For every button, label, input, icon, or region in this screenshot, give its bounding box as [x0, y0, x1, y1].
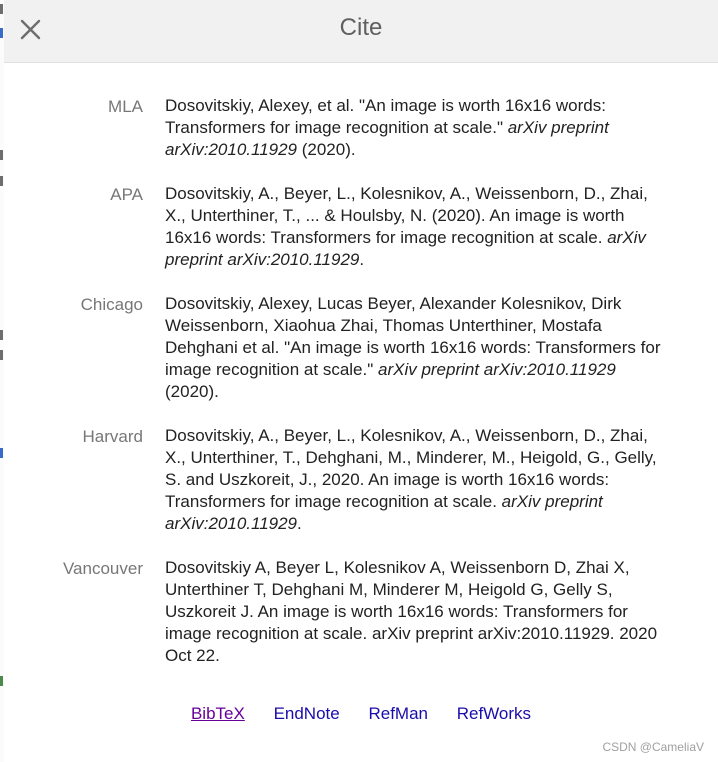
citation-style-label: Chicago	[80, 295, 143, 314]
refworks-link[interactable]: RefWorks	[456, 704, 532, 723]
citation-journal: arXiv preprint arXiv:2010.11929	[377, 360, 616, 379]
citation-style-label: Vancouver	[62, 559, 143, 578]
citation-journal: arXiv preprint arXiv:2010.11929	[165, 228, 646, 269]
citation-style-label: Harvard	[82, 427, 143, 446]
citation-row-apa	[4, 183, 718, 271]
citation-journal: arXiv preprint arXiv:2010.11929	[165, 118, 609, 159]
citation-style-label: APA	[110, 185, 143, 204]
citation-style-label: MLA	[108, 97, 143, 116]
dialog-title: Cite	[339, 14, 383, 41]
watermark: CSDN @CameliaV	[602, 740, 704, 754]
export-links	[4, 704, 718, 724]
citation-text[interactable]: Dosovitskiy, A., Beyer, L., Kolesnikov, A., Weissenborn, D., Zhai, X., Unterthiner, T., Dehghani, M., Minderer, M., Heigold, G., Gelly, S. and Uszkoreit, J., 2020. An image is worth 16x16 words: Transformers for image recognition at scale. arXiv preprint arXiv:2010.11929.	[165, 426, 657, 533]
citation-row-vancouver	[4, 557, 718, 667]
citation-journal: arXiv preprint arXiv:2010.11929	[165, 492, 603, 533]
citation-list	[4, 95, 718, 689]
endnote-link[interactable]: EndNote	[273, 704, 340, 723]
refman-link[interactable]: RefMan	[368, 704, 428, 723]
bibtex-link[interactable]: BibTeX	[190, 704, 245, 723]
citation-text[interactable]: Dosovitskiy, Alexey, Lucas Beyer, Alexander Kolesnikov, Dirk Weissenborn, Xiaohua Zhai, Thomas Unterthiner, Mostafa Dehghani et al. "An image is worth 16x16 words: Transformers for image recognition at scale." arXiv preprint arXiv:2010.11929 (2020).	[165, 294, 661, 401]
citation-text[interactable]: Dosovitskiy, A., Beyer, L., Kolesnikov, A., Weissenborn, D., Zhai, X., Unterthiner, T., ... & Houlsby, N. (2020). An image is worth 16x16 words: Transformers for image recognition at scale. arXiv preprint arXiv:2010.11929.	[165, 184, 648, 269]
citation-text[interactable]: Dosovitskiy, Alexey, et al. "An image is worth 16x16 words: Transformers for image recognition at scale." arXiv preprint arXiv:2010.11929 (2020).	[165, 96, 609, 159]
citation-row-harvard	[4, 425, 718, 535]
dialog-header	[4, 0, 718, 63]
cite-dialog	[4, 0, 718, 762]
citation-row-chicago	[4, 293, 718, 403]
citation-text[interactable]: Dosovitskiy A, Beyer L, Kolesnikov A, Weissenborn D, Zhai X, Unterthiner T, Dehghani M, Minderer M, Heigold G, Gelly S, Uszkoreit J. An image is worth 16x16 words: Transformers for image recognition at scale. arXiv preprint arXiv:2010.11929. 2020 Oct 22.	[165, 558, 658, 665]
citation-row-mla	[4, 95, 718, 161]
